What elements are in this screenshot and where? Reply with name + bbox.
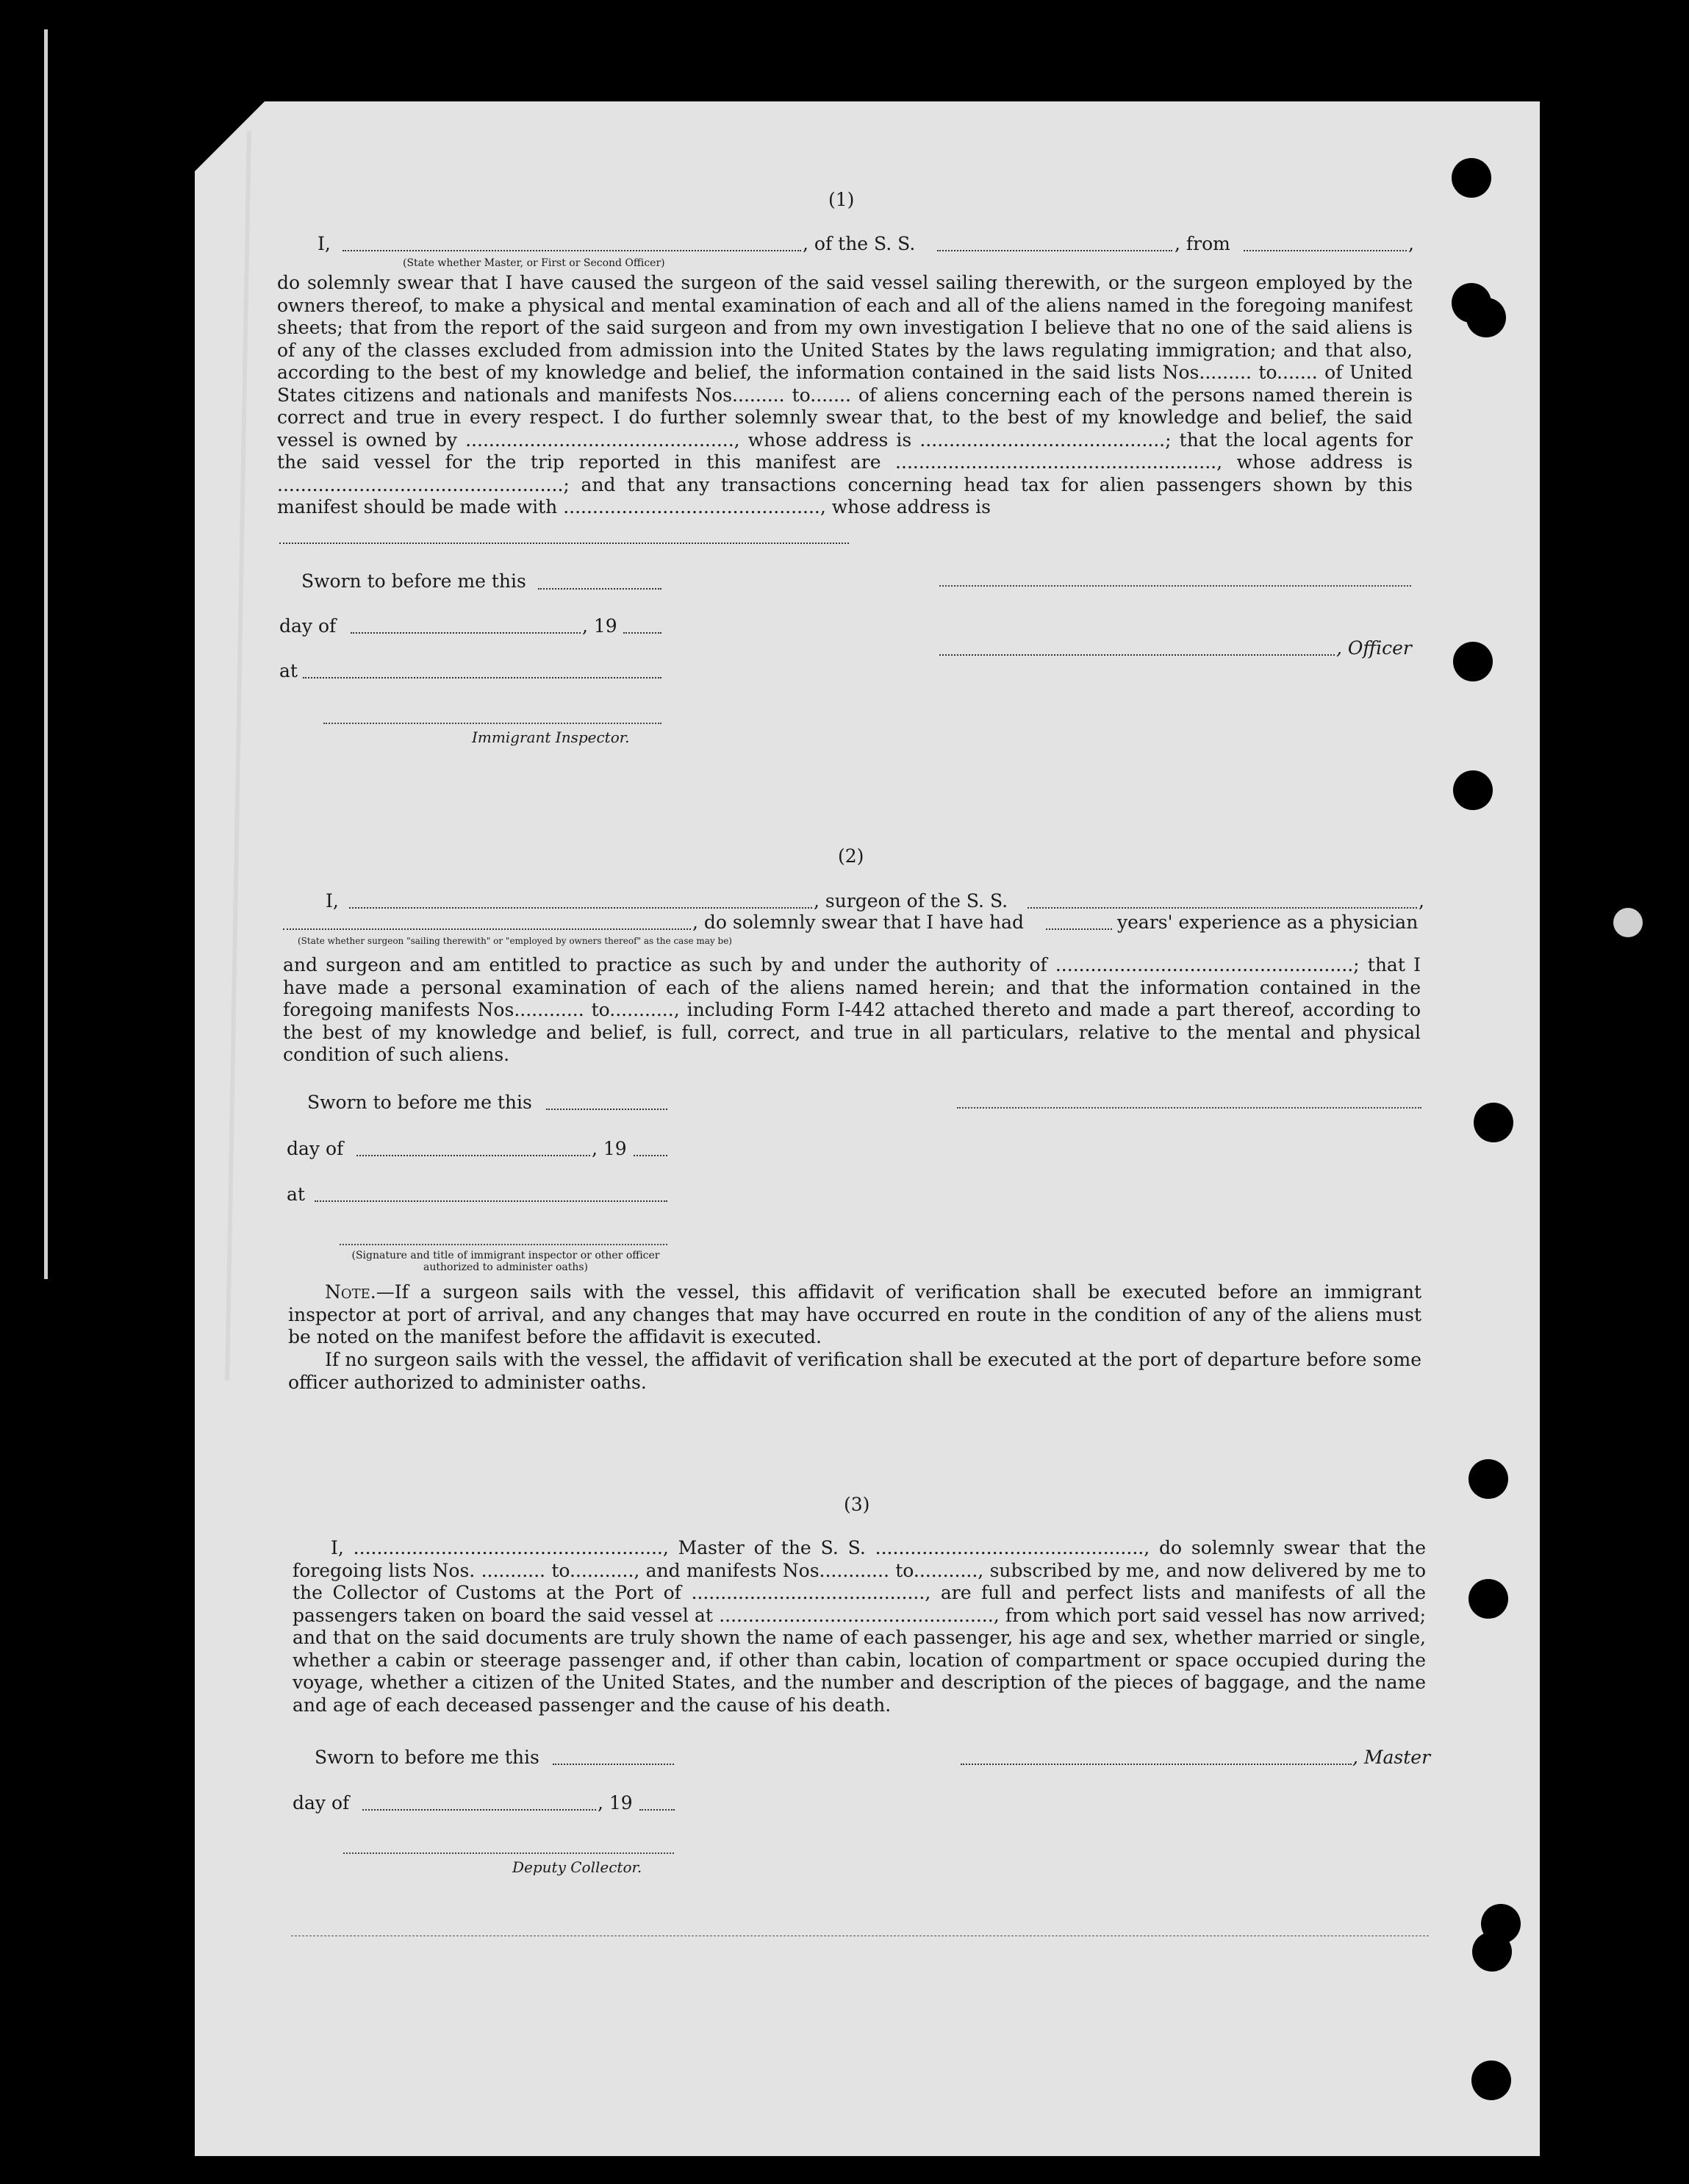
s3-year-field[interactable]	[639, 1794, 675, 1811]
s1-comma: ,	[1408, 233, 1414, 254]
s1-i-label: I,	[318, 233, 331, 254]
s1-officer-note: (State whether Master, or First or Second Officer)	[403, 257, 665, 269]
s2-years-field[interactable]	[1046, 914, 1112, 930]
s1-officer-name-field[interactable]	[343, 235, 801, 251]
section-2-number: (2)	[838, 845, 864, 867]
s2-swear-label: , do solemnly swear that I have had	[692, 912, 1025, 933]
s2-sworn-field[interactable]	[546, 1094, 667, 1110]
s2-surgeon-label: , surgeon of the S. S.	[814, 890, 1008, 912]
s2-surgeon-note: (State whether surgeon "sailing therewith" or "employed by owners thereof" as the case may be)	[298, 936, 732, 946]
s1-day-of-label: day of	[279, 615, 337, 637]
left-edge-strip	[44, 29, 48, 1279]
s1-inspector-signature-line[interactable]	[323, 723, 661, 724]
paper-fragment	[1613, 908, 1643, 937]
s2-day-field[interactable]	[356, 1140, 590, 1156]
s1-from-field[interactable]	[1244, 235, 1407, 251]
s2-day-of-label: day of	[287, 1138, 344, 1159]
punch-hole	[1453, 770, 1493, 810]
s1-year-label: , 19	[582, 615, 617, 637]
s2-body: and surgeon and am entitled to practice as such by and under the authority of ...................................................; that I have made a personal examination of each of the aliens named herein; and that the information contained in the foregoing manifests Nos............ to..........., including Form I-442 attached thereto and made a part thereof, according to the best of my knowledge and belief, is full, correct, and true in all particulars, relative to the mental and physical condition of such aliens.	[283, 954, 1421, 1065]
s1-sworn-field[interactable]	[538, 573, 661, 590]
s2-surgeon-name-field[interactable]	[349, 892, 812, 909]
s2-at-label: at	[287, 1184, 305, 1205]
s1-officer-label: , Officer	[1336, 637, 1412, 659]
section-3-number: (3)	[844, 1494, 870, 1515]
page-edge	[225, 131, 251, 1381]
section-1-number: (1)	[828, 189, 855, 210]
s2-surgeon-type-field[interactable]	[283, 914, 691, 930]
punch-hole	[1474, 1103, 1513, 1142]
s1-sworn-label: Sworn to before me this	[301, 570, 526, 592]
punch-hole	[1469, 1579, 1508, 1619]
s3-master-label: , Master	[1352, 1747, 1431, 1768]
s2-note-label: Note.	[325, 1281, 376, 1303]
s1-vessel-field[interactable]	[937, 235, 1172, 251]
s3-sworn-label: Sworn to before me this	[315, 1747, 539, 1768]
s3-sworn-field[interactable]	[553, 1749, 674, 1765]
s1-day-field[interactable]	[351, 617, 581, 634]
s1-year-field[interactable]	[623, 617, 661, 634]
punch-hole	[1469, 1459, 1508, 1499]
s2-signature-line[interactable]	[957, 1107, 1421, 1109]
s2-year-field[interactable]	[634, 1140, 667, 1156]
s2-note-2: If no surgeon sails with the vessel, the affidavit of verification shall be executed at the port of departure before some officer authorized to administer oaths.	[288, 1349, 1421, 1393]
s3-master-field[interactable]	[961, 1749, 1352, 1765]
punch-hole	[1453, 642, 1493, 681]
punch-hole	[1472, 1932, 1512, 1972]
s1-address-field[interactable]	[279, 528, 849, 544]
s2-sworn-label: Sworn to before me this	[307, 1092, 532, 1113]
s2-inspector-signature-line[interactable]	[340, 1244, 667, 1245]
s1-at-field[interactable]	[303, 662, 661, 679]
punch-hole	[1466, 298, 1506, 337]
s3-body: I, ....................................................., Master of the S. S. .............................................., do solemnly swear that the foregoing lists Nos. ........... to..........., and manifests Nos............ to..........., subscribed by me, and now delivered by me to the Collector of Customs at the Port of ........................................, are full and perfect lists and manifests of all the passengers taken on board the said vessel at ..............................................., from which port said vessel has now arrived; and that on the said documents are truly shown the name of each passenger, his age and sex, whether married or single, whether a cabin or steerage passenger and, if other than cabin, location of compartment or space occupied during the voyage, whether a citizen of the United States, and the number and description of the pieces of baggage, and the name and age of each deceased passenger and the cause of his death.	[293, 1537, 1426, 1716]
s1-officer-field[interactable]	[939, 640, 1335, 656]
s3-year-label: , 19	[598, 1792, 633, 1814]
s1-body: do solemnly swear that I have caused the surgeon of the said vessel sailing therewith, or the surgeon employed by the owners thereof, to make a physical and mental examination of each and all of the aliens named in the foregoing manifest sheets; that from the report of the said surgeon and from my own investigation I believe that no one of the said aliens is of any of the classes excluded from admission into the United States by the laws regulating immigration; and that also, according to the best of my knowledge and belief, the information contained in the said lists Nos......... to....... of United States citizens and nationals and manifests Nos......... to....... of aliens concerning each of the persons named therein is correct and true in every respect. I do further solemnly swear that, to the best of my knowledge and belief, the said vessel is owned by .............................................., whose address is ..........................................; that the local agents for the said vessel for the trip reported in this manifest are ......................................................., whose address is .................................................; and that any transactions concerning head tax for alien passengers shown by this manifest should be made with ............................................, whose address is	[277, 272, 1413, 518]
s1-from-label: , from	[1175, 233, 1230, 254]
punch-hole	[1452, 158, 1491, 198]
s3-day-of-label: day of	[293, 1792, 350, 1814]
s1-officer-signature-line[interactable]	[939, 585, 1411, 587]
s2-years-label: years' experience as a physician	[1117, 912, 1419, 933]
s2-at-field[interactable]	[315, 1186, 667, 1202]
s1-at-label: at	[279, 660, 298, 681]
s3-collector-label: Deputy Collector.	[512, 1858, 642, 1876]
s1-inspector-label: Immigrant Inspector.	[472, 728, 630, 746]
s1-of-ss-label: , of the S. S.	[803, 233, 916, 254]
punch-hole	[1471, 2061, 1511, 2100]
s2-i-label: I,	[326, 890, 339, 912]
s3-collector-signature-line[interactable]	[343, 1852, 674, 1854]
s2-vessel-field[interactable]	[1028, 892, 1417, 909]
s2-comma: ,	[1419, 890, 1424, 912]
s3-day-field[interactable]	[362, 1794, 596, 1811]
s2-note	[288, 1281, 1421, 1349]
s2-note-text: —If a surgeon sails with the vessel, this affidavit of verification shall be executed before an immigrant inspector at port of arrival, and any changes that may have occurred en route in the condition of any of the aliens must be noted on the manifest before the affidavit is executed.	[288, 1281, 1421, 1347]
s2-signature-note: (Signature and title of immigrant inspector or other officer authorized to administer oaths)	[351, 1250, 660, 1273]
s2-year-label: , 19	[592, 1138, 627, 1159]
